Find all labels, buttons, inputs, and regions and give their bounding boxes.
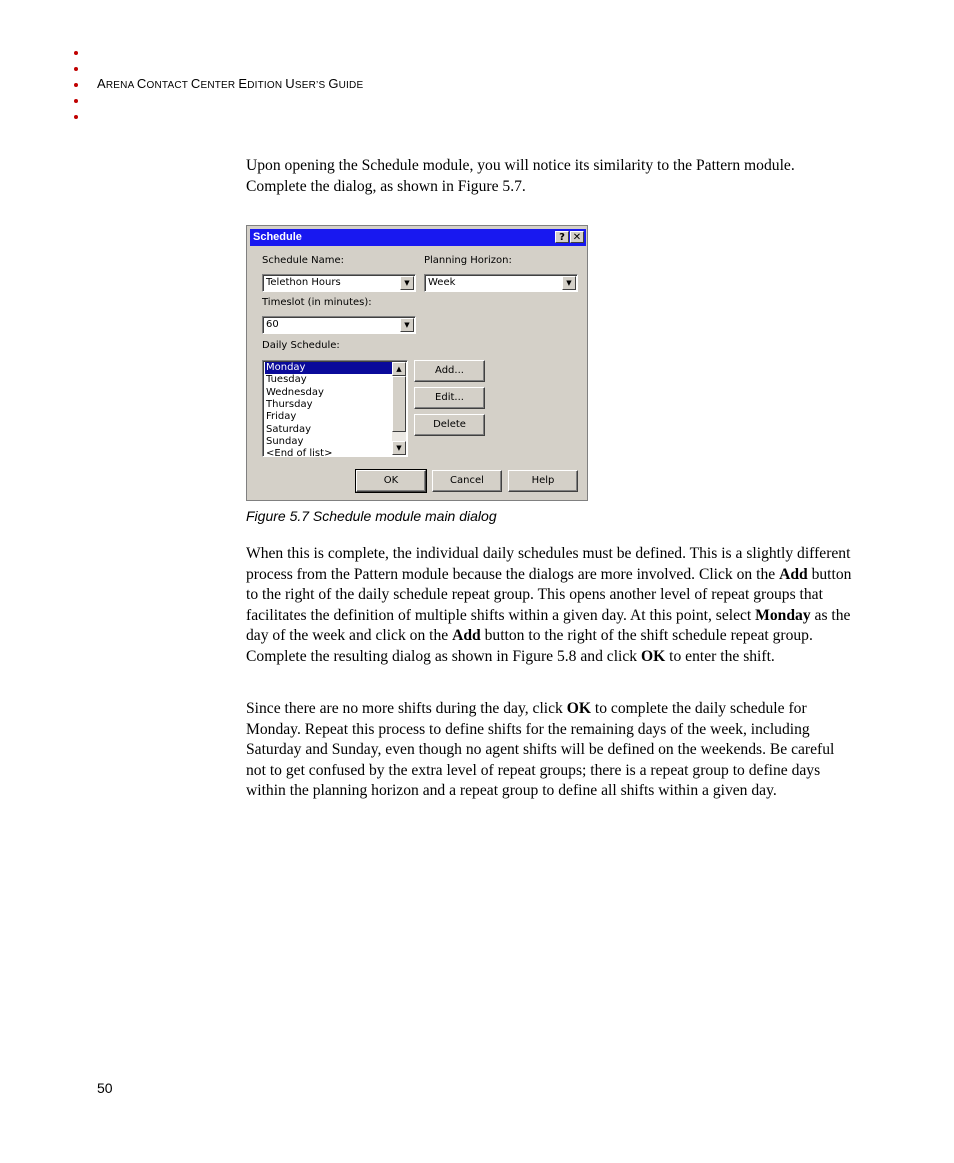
- bullet-dot: [74, 83, 78, 87]
- running-head-rest: ONTACT: [146, 80, 191, 91]
- bullet-dot: [74, 99, 78, 103]
- scroll-up-icon[interactable]: ▲: [392, 362, 406, 376]
- help-button[interactable]: Help: [508, 470, 578, 492]
- timeslot-combo[interactable]: [262, 316, 416, 334]
- list-item[interactable]: Wednesday: [266, 386, 324, 398]
- running-head-initial: C: [136, 76, 147, 91]
- running-head-rest: DITION: [247, 80, 286, 91]
- chevron-down-icon[interactable]: ▼: [400, 318, 414, 332]
- running-head-initial: G: [328, 76, 339, 91]
- dialog-title: Schedule: [253, 231, 302, 243]
- chevron-down-icon[interactable]: ▼: [400, 276, 414, 290]
- bullet-dot: [74, 51, 78, 55]
- close-icon[interactable]: ✕: [570, 231, 584, 243]
- bold-term: OK: [566, 700, 591, 717]
- bold-term: Add: [452, 627, 481, 645]
- edit-button[interactable]: Edit...: [414, 387, 485, 409]
- running-head: [97, 76, 363, 91]
- scroll-down-icon[interactable]: ▼: [392, 441, 406, 455]
- timeslot-value: 60: [266, 319, 279, 330]
- list-item[interactable]: Friday: [266, 411, 297, 423]
- list-item[interactable]: Monday: [265, 362, 392, 374]
- paragraph-2: When this is complete, the individual daily schedules must be defined. This is a slightly different process from the Pattern module because the dialogs are more involved. Click on the Add button to the right of the daily schedule repeat group. This opens another level of repeat groups that facilitates the definition of multiple shifts within a given day. At this point, select Monday as the day of the week and click on the Add button to the right of the shift schedule repeat group. Complete the resulting dialog as shown in Figure 5.8 and click OK to enter the shift.: [246, 545, 852, 665]
- list-item[interactable]: Saturday: [266, 423, 312, 435]
- schedule-name-label: Schedule Name:: [262, 255, 345, 266]
- planning-horizon-combo[interactable]: [424, 274, 578, 292]
- intro-paragraph: Upon opening the Schedule module, you will notice its similarity to the Pattern module. Complete the dialog, as shown in Figure 5.7.: [246, 157, 795, 195]
- list-item[interactable]: Sunday: [266, 435, 304, 447]
- bullet-dot: [74, 67, 78, 71]
- schedule-name-value: Telethon Hours: [266, 277, 341, 288]
- bold-term: Add: [779, 565, 808, 583]
- running-head-initial: C: [190, 76, 201, 91]
- chevron-down-icon[interactable]: ▼: [562, 276, 576, 290]
- list-item[interactable]: Tuesday: [266, 374, 307, 386]
- list-item[interactable]: Thursday: [266, 398, 313, 410]
- timeslot-label: Timeslot (in minutes):: [262, 297, 372, 308]
- running-head-initial: U: [285, 76, 295, 91]
- list-item[interactable]: <End of list>: [266, 448, 333, 457]
- running-head-rest: SER’S: [294, 80, 329, 91]
- running-head-rest: UIDE: [338, 80, 364, 91]
- help-icon[interactable]: ?: [555, 231, 569, 243]
- page-number: 50: [97, 1080, 113, 1096]
- running-head-rest: RENA: [105, 80, 137, 91]
- running-head-initial: A: [97, 76, 106, 91]
- daily-schedule-label: Daily Schedule:: [262, 340, 340, 351]
- add-button[interactable]: Add...: [414, 360, 485, 382]
- running-head-rest: ENTER: [200, 80, 239, 91]
- list-scrollbar[interactable]: [392, 362, 406, 455]
- schedule-name-combo[interactable]: [262, 274, 416, 292]
- schedule-dialog: [246, 225, 588, 501]
- bold-term: OK: [640, 647, 666, 665]
- paragraph-3: Since there are no more shifts during the day, click OK to complete the daily schedule for Monday. Repeat this process to define shifts for the remaining days of the week, including Saturday and Sunday, even though no agent shifts will be defined on the weekends. Be careful not to get confused by the extra level of repeat groups; there is a repeat group to define days within the planning horizon and a repeat group to define all shifts within a given day.: [246, 700, 835, 800]
- planning-horizon-label: Planning Horizon:: [424, 255, 512, 266]
- delete-button[interactable]: Delete: [414, 414, 485, 436]
- dialog-titlebar: [250, 229, 586, 246]
- running-head-initial: E: [238, 76, 248, 91]
- scroll-thumb[interactable]: [392, 376, 406, 432]
- figure-caption: Figure 5.7 Schedule module main dialog: [246, 508, 497, 524]
- planning-horizon-value: Week: [428, 277, 456, 288]
- cancel-button[interactable]: Cancel: [432, 470, 502, 492]
- bullet-dot: [74, 115, 78, 119]
- daily-schedule-list[interactable]: [262, 360, 408, 457]
- ok-button[interactable]: OK: [356, 470, 426, 492]
- bold-term: Monday: [755, 606, 811, 624]
